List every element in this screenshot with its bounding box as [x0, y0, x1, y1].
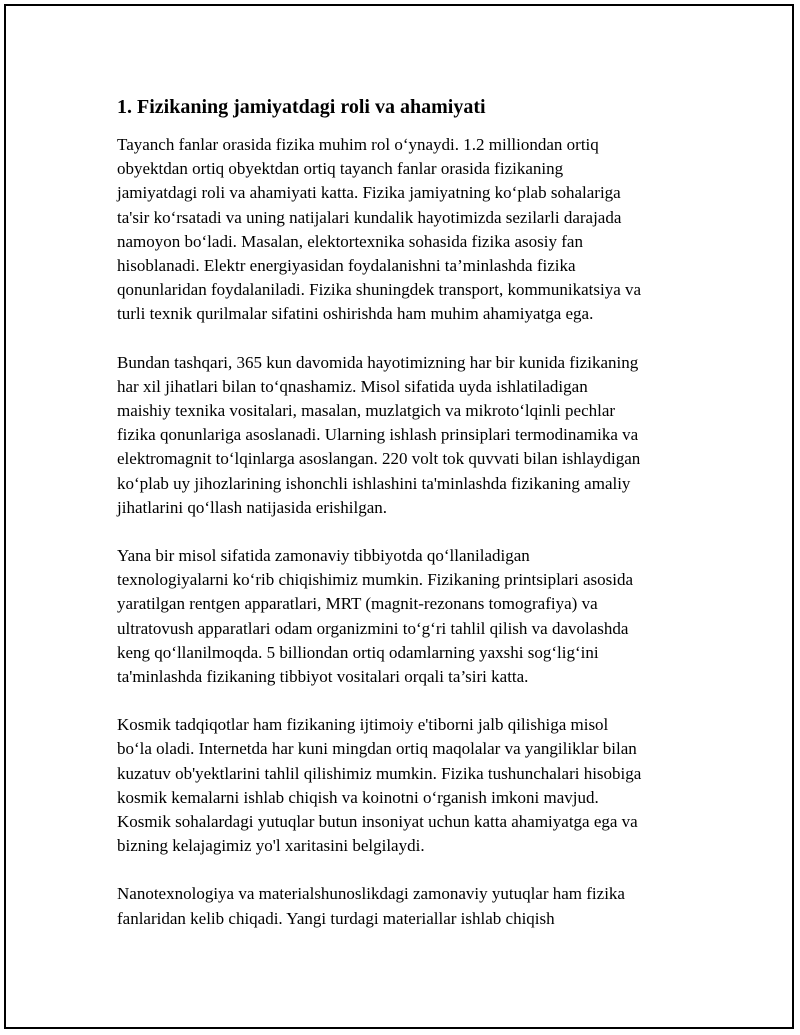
text-line: har xil jihatlari bilan to‘qnashamiz. Misol sifatida uyda ishlatiladigan: [117, 376, 588, 396]
paragraph-2: [117, 351, 697, 520]
text-line: ta'minlashda fizikaning tibbiyot vositalari orqali ta’siri katta.: [117, 667, 529, 687]
text-line: kuzatuv ob'yektlarini tahlil qilishimiz mumkin. Fizika tushunchalari hisobiga: [117, 763, 642, 783]
text-line: qonunlaridan foydalaniladi. Fizika shuningdek transport, kommunikatsiya va: [117, 280, 642, 300]
text-line: texnologiyalarni ko‘rib chiqishimiz mumkin. Fizikaning printsiplari asosida: [117, 570, 634, 590]
text-line: yaratilgan rentgen apparatlari, MRT (magnit-rezonans tomografiya) va: [117, 594, 598, 614]
text-line: ta'sir ko‘rsatadi va uning natijalari kundalik hayotimizda sezilarli darajada: [117, 207, 622, 227]
text-line: keng qo‘llanilmoqda. 5 billiondan ortiq odamlarning yaxshi sog‘lig‘ini: [117, 642, 599, 662]
text-line: turli texnik qurilmalar sifatini oshirishda ham muhim ahamiyatga ega.: [117, 304, 594, 324]
text-line: jamiyatdagi roli va ahamiyati katta. Fizika jamiyatning ko‘plab sohalariga: [117, 183, 621, 203]
text-line: Yana bir misol sifatida zamonaviy tibbiyotda qo‘llaniladigan: [117, 546, 530, 566]
document-body: [117, 93, 697, 955]
text-line: ko‘plab uy jihozlarining ishonchli ishlashini ta'minlashda fizikaning amaliy: [117, 473, 631, 493]
text-line: bizning kelajagimiz yo'l xaritasini belgilaydi.: [117, 836, 425, 856]
text-line: elektromagnit to‘lqinlarga asoslangan. 220 volt tok quvvati bilan ishlaydigan: [117, 449, 641, 469]
text-line: fizika qonunlariga asoslanadi. Ularning ishlash prinsiplari termodinamika va: [117, 425, 639, 445]
paragraph-5: [117, 882, 697, 930]
text-line: Nanotexnologiya va materialshunoslikdagi zamonaviy yutuqlar ham fizika: [117, 884, 625, 904]
text-line: obyektdan ortiq obyektdan ortiq tayanch fanlar orasida fizikaning: [117, 159, 564, 179]
paragraph-1: [117, 133, 697, 327]
text-line: jihatlarini qo‘llash natijasida erishilgan.: [117, 497, 388, 517]
text-line: maishiy texnika vositalari, masalan, muzlatgich va mikroto‘lqinli pechlar: [117, 401, 616, 421]
text-line: ultratovush apparatlari odam organizmini to‘g‘ri tahlil qilish va davolashda: [117, 618, 629, 638]
text-line: kosmik kemalarni ishlab chiqish va koinotni o‘rganish imkoni mavjud.: [117, 787, 599, 807]
text-line: fanlaridan kelib chiqadi. Yangi turdagi materiallar ishlab chiqish: [117, 908, 555, 928]
text-line: namoyon bo‘ladi. Masalan, elektortexnika sohasida fizika asosiy fan: [117, 231, 583, 251]
text-line: bo‘la oladi. Internetda har kuni mingdan ortiq maqolalar va yangiliklar bilan: [117, 739, 637, 759]
text-line: Bundan tashqari, 365 kun davomida hayotimizning har bir kunida fizikaning: [117, 352, 639, 372]
document-title: 1. Fizikaning jamiyatdagi roli va ahamiyati: [117, 96, 486, 118]
text-line: Tayanch fanlar orasida fizika muhim rol o‘ynaydi. 1.2 milliondan ortiq: [117, 135, 599, 154]
text-line: Kosmik sohalardagi yutuqlar butun insoniyat uchun katta ahamiyatga ega va: [117, 812, 638, 832]
paragraph-4: [117, 713, 697, 858]
text-line: hisoblanadi. Elektr energiyasidan foydalanishni ta’minlashda fizika: [117, 256, 576, 276]
paragraph-3: [117, 544, 697, 689]
text-line: Kosmik tadqiqotlar ham fizikaning ijtimoiy e'tiborni jalb qilishiga misol: [117, 715, 609, 735]
